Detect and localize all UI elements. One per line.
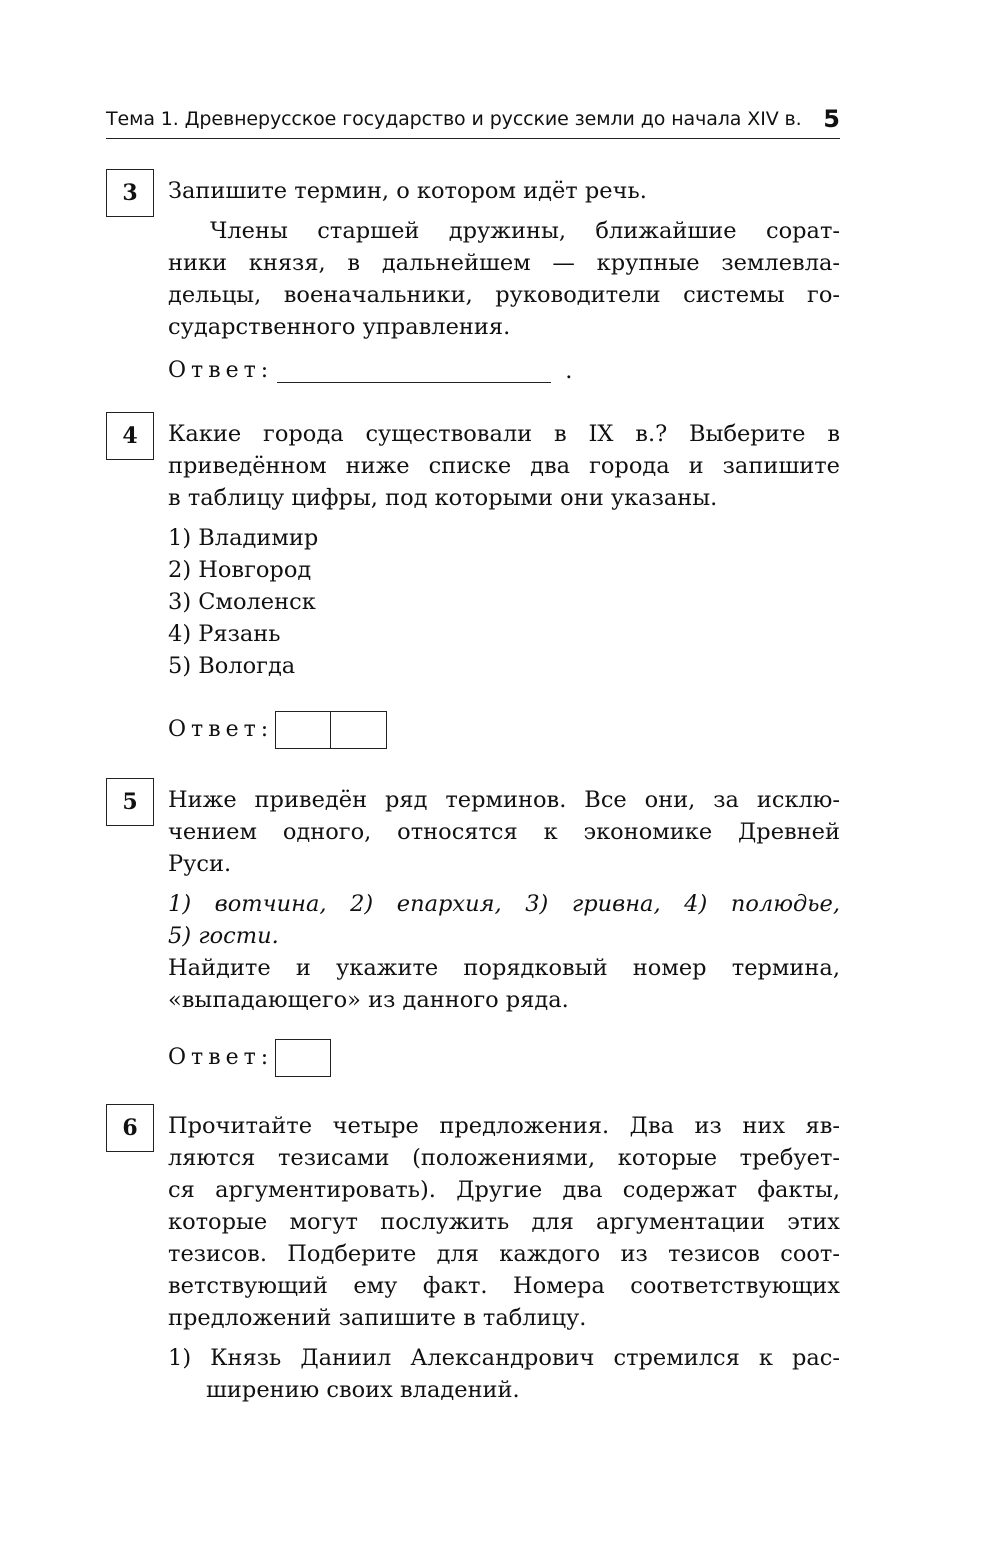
task-text-line: дельцы, военачальники, руководители системы го- <box>168 282 840 308</box>
task-content <box>168 1110 840 1406</box>
task-content <box>168 175 840 391</box>
task-prompt-line: приведённом ниже списке два города и запишите <box>168 453 840 479</box>
task-prompt-line: ветствующий ему факт. Номера соответствующих <box>168 1273 840 1299</box>
task-number-box: 4 <box>106 412 154 460</box>
answer-label: Ответ: <box>168 717 274 742</box>
answer-cell[interactable] <box>331 711 387 749</box>
instruction-line: Найдите и укажите порядковый номер термина, <box>168 955 840 981</box>
answer-label: Ответ: <box>168 358 274 383</box>
answer-end-dot: . <box>565 358 573 384</box>
answer-cell[interactable] <box>275 711 331 749</box>
task-text-line: Члены старшей дружины, ближайшие сорат- <box>210 218 840 244</box>
option-item: 1) Владимир <box>168 525 319 551</box>
option-item: 3) Смоленск <box>168 589 316 615</box>
task-content <box>168 784 840 1078</box>
task-prompt-line: чением одного, относятся к экономике Древней <box>168 819 840 845</box>
task-prompt-line: предложений запишите в таблицу. <box>168 1305 587 1331</box>
answer-cells <box>275 711 387 749</box>
page-header <box>106 106 840 139</box>
task-text-line: ники князя, в дальнейшем — крупные землевла- <box>168 250 840 276</box>
task-prompt-line: Прочитайте четыре предложения. Два из них яв- <box>168 1113 840 1139</box>
option-item: 2) Новгород <box>168 557 312 583</box>
task-prompt-line: Ниже приведён ряд терминов. Все они, за исклю- <box>168 787 840 813</box>
task-number-box: 3 <box>106 169 154 217</box>
task-prompt: Запишите термин, о котором идёт речь. <box>168 178 647 204</box>
task-text-line: сударственного управления. <box>168 314 511 340</box>
terms-line: 1) вотчина, 2) епархия, 3) гривна, 4) полюдье, <box>168 891 840 917</box>
task-prompt-line: ся аргументировать). Другие два содержат факты, <box>168 1177 840 1203</box>
task-prompt-line: ляются тезисами (положениями, которые требует- <box>168 1145 840 1171</box>
option-item: 5) Вологда <box>168 653 296 679</box>
answer-cells <box>275 1039 331 1077</box>
page-number: 5 <box>823 105 840 133</box>
statement-line: 1) Князь Даниил Александрович стремился к рас- <box>168 1345 840 1371</box>
task-number-box: 5 <box>106 778 154 826</box>
task-content <box>168 418 840 750</box>
answer-label: Ответ: <box>168 1045 274 1070</box>
answer-cell[interactable] <box>275 1039 331 1077</box>
answer-input-line[interactable] <box>277 360 551 383</box>
task-prompt-line: которые могут послужить для аргументации этих <box>168 1209 840 1235</box>
task-prompt-line: Руси. <box>168 851 232 877</box>
task-prompt-line: в таблицу цифры, под которыми они указаны. <box>168 485 718 511</box>
task-prompt-line: тезисов. Подберите для каждого из тезисов соот- <box>168 1241 840 1267</box>
task-number-box: 6 <box>106 1104 154 1152</box>
instruction-line: «выпадающего» из данного ряда. <box>168 987 569 1013</box>
option-item: 4) Рязань <box>168 621 281 647</box>
answer-row <box>168 1038 840 1078</box>
answer-row <box>168 710 840 750</box>
task-prompt-line: Какие города существовали в IX в.? Выберите в <box>168 421 840 447</box>
terms-line: 5) гости. <box>168 923 279 949</box>
chapter-title: Тема 1. Древнерусское государство и русские земли до начала XIV в. <box>106 108 802 130</box>
answer-row <box>168 351 840 391</box>
statement-line: ширению своих владений. <box>206 1377 520 1403</box>
